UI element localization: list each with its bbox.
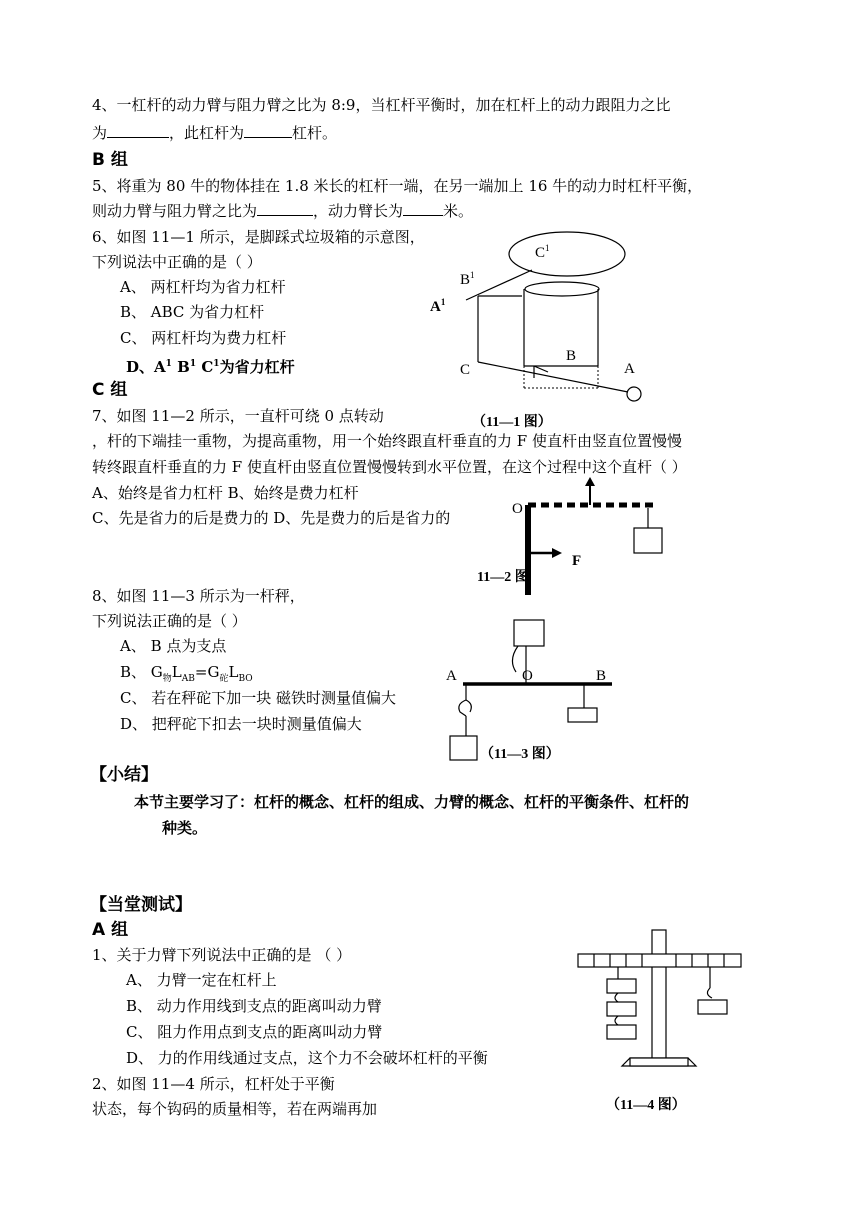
q7-options-ab: A、始终是省力杠杆 B、始终是费力杠杆 <box>92 484 359 502</box>
q6-d-c: C <box>201 358 214 376</box>
test-q2-line2: 状态，每个钩码的质量相等，若在两端再加 <box>92 1100 378 1118</box>
fig1-label-a1: $A^1$ <box>430 297 446 315</box>
q6-d-b: B <box>177 358 190 376</box>
q6-line2: 下列说法中正确的是（ ） <box>92 253 262 271</box>
fig3-label-a: A <box>446 668 457 684</box>
q8-option-a: A、 B 点为支点 <box>120 637 227 655</box>
test-q1-option-a: A、 力臂一定在杠杆上 <box>126 971 277 989</box>
q7-line3: 转终跟直杆垂直的力 F 使直杆由竖直位置慢慢转到水平位置，在这个过程中这个直杆（ ） <box>92 458 687 476</box>
q7-options-cd: C、先是省力的后是费力的 D、先是费力的后是省力的 <box>92 509 451 527</box>
summary-line1: 本节主要学习了：杠杆的概念、杠杆的组成、力臂的概念、杠杆的平衡条件、杠杆的 <box>134 793 690 811</box>
q7-line1: 7、如图 11—2 所示，一直杆可绕 0 点转动 <box>92 407 384 425</box>
q8-line2: 下列说法正确的是（ ） <box>92 612 247 630</box>
q5-text-c: 米。 <box>443 202 474 220</box>
test-q1: 1、关于力臂下列说法中正确的是 （ ） <box>92 946 352 964</box>
test-title: 【当堂测试】 <box>90 895 192 915</box>
q6-d-sup3: 1 <box>213 359 220 369</box>
summary-line2: 种类。 <box>162 819 208 837</box>
test-q1-option-b: B、 动力作用线到支点的距离叫动力臂 <box>126 997 382 1015</box>
test-q1-option-c: C、 阻力作用点到支点的距离叫动力臂 <box>126 1023 383 1041</box>
fig4-caption: （11—4 图） <box>606 1098 686 1113</box>
q4-text-a: 为 <box>92 124 108 142</box>
fig1-label-b: B <box>566 348 577 364</box>
q6-line1: 6、如图 11—1 所示，是脚踩式垃圾箱的示意图， <box>92 228 425 246</box>
fig1-label-c1: $C^1$ <box>535 243 550 261</box>
test-group-a: A 组 <box>92 920 129 940</box>
group-b-heading: B 组 <box>92 150 128 170</box>
fig1-label-b1: $B^1$ <box>460 270 475 288</box>
q8-option-b: B、 $G_物L_{AB}=G_砣L_{BO}$ <box>120 663 253 684</box>
q8-option-d: D、 把秤砣下扣去一块时测量值偏大 <box>120 715 362 733</box>
test-q2-line1: 2、如图 11—4 所示，杠杆处于平衡 <box>92 1075 335 1093</box>
q8-line1: 8、如图 11—3 所示为一杆秤， <box>92 587 305 605</box>
fig1-label-c: C <box>460 362 471 378</box>
fig1-caption: （11—1 图） <box>472 415 552 430</box>
q5-line1: 5、将重为 80 牛的物体挂在 1.8 米长的杠杆一端，在另一端加上 16 牛的动力时杠杆平衡， <box>92 177 703 195</box>
q4-text-c: 杠杆。 <box>292 124 338 142</box>
q7-line2: ，杆的下端挂一重物，为提高重物，用一个始终跟直杆垂直的力 F 使直杆由竖直位置慢慢 <box>92 432 682 450</box>
q6-d-d: 为省力杠杆 <box>219 358 295 376</box>
fig2-label-f: F <box>572 553 582 569</box>
fig2-label-o: O <box>512 501 523 517</box>
test-q1-option-d: D、 力的作用线通过支点，这个力不会破坏杠杆的平衡 <box>126 1049 488 1067</box>
fig2-caption: 11—2 图 <box>477 570 529 585</box>
fig1-label-a: A <box>624 361 635 377</box>
q5-text-b: ，动力臂长为 <box>313 202 404 220</box>
fig3-label-o: O <box>522 668 533 684</box>
q6-d-a: D、A <box>126 358 166 376</box>
q6-option-a: A、 两杠杆均为省力杠杆 <box>120 278 286 296</box>
fig3-label-b: B <box>596 668 607 684</box>
summary-title: 【小结】 <box>90 765 158 785</box>
q6-d-sup1: 1 <box>165 359 172 369</box>
q6-d-sup2: 1 <box>189 359 197 369</box>
q6-option-c: C、 两杠杆均为费力杠杆 <box>120 329 287 347</box>
q5-text-a: 则动力臂与阻力臂之比为 <box>92 202 258 220</box>
q6-option-b: B、 ABC 为省力杠杆 <box>120 303 265 321</box>
q8-option-c: C、 若在秤砣下加一块 磁铁时测量值偏大 <box>120 689 397 707</box>
fig3-caption: （11—3 图） <box>480 747 560 762</box>
q4-text-b: ，此杠杆为 <box>169 124 245 142</box>
q4-line1: 4、一杠杆的动力臂与阻力臂之比为 8:9，当杠杆平衡时，加在杠杆上的动力跟阻力之比 <box>92 96 671 114</box>
group-c-heading: C 组 <box>92 380 128 400</box>
